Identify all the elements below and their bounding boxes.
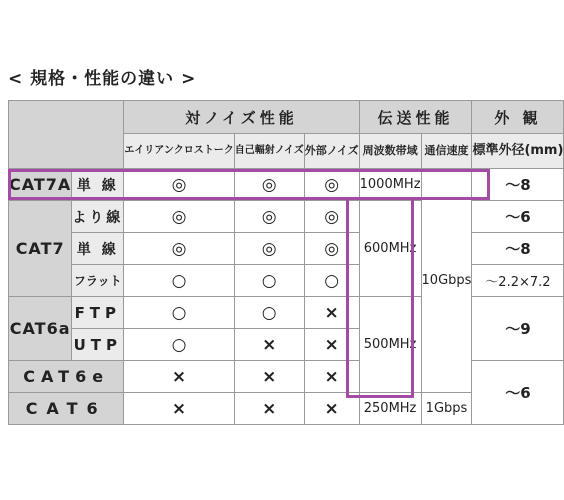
cat-label-cat6a: CAT6a <box>9 297 72 361</box>
rating-cell: ○ <box>234 297 304 329</box>
rating-cell: × <box>234 393 304 425</box>
rating-cell: ○ <box>234 265 304 297</box>
group-noise-header: 対ノイズ性能 <box>124 101 359 134</box>
diameter-cell: ～8 <box>472 169 564 201</box>
cat-label-cat7a: CAT7A <box>9 169 72 201</box>
diameter-cell: ～9 <box>472 297 564 361</box>
rating-cell: ◎ <box>124 201 234 233</box>
frequency-cell: 500MHz <box>359 297 421 393</box>
rating-cell: × <box>304 329 359 361</box>
spec-comparison-table <box>8 100 564 425</box>
col-external-noise: 外部ノイズ <box>304 134 359 169</box>
rating-cell: × <box>234 329 304 361</box>
frequency-cell: 1000MHz <box>359 169 421 201</box>
rating-cell: ◎ <box>304 233 359 265</box>
rating-cell: ○ <box>304 265 359 297</box>
col-self-radiation: 自己輻射ノイズ <box>234 134 304 169</box>
cat-label-cat6: CAT6 <box>9 393 124 425</box>
rating-cell: ◎ <box>304 201 359 233</box>
rating-cell: × <box>304 361 359 393</box>
frequency-cell: 600MHz <box>359 201 421 297</box>
header-corner <box>9 101 124 169</box>
col-outer-diameter: 標準外径(mm) <box>472 134 564 169</box>
rating-cell: × <box>234 361 304 393</box>
rating-cell: × <box>124 393 234 425</box>
cat-label-cat7: CAT7 <box>9 201 72 297</box>
rating-cell: ◎ <box>234 233 304 265</box>
col-speed: 通信速度 <box>421 134 472 169</box>
rating-cell: ◎ <box>234 201 304 233</box>
variant-cell: より線 <box>72 201 124 233</box>
cat-label-cat6e: CAT6e <box>9 361 124 393</box>
speed-cell-10gbps: 10Gbps <box>421 169 472 393</box>
rating-cell: × <box>304 393 359 425</box>
diameter-cell: ～6 <box>472 361 564 425</box>
rating-cell: ◎ <box>124 233 234 265</box>
frequency-cell: 250MHz <box>359 393 421 425</box>
rating-cell: ◎ <box>304 169 359 201</box>
rating-cell: ◎ <box>124 169 234 201</box>
speed-cell-1gbps: 1Gbps <box>421 393 472 425</box>
col-frequency: 周波数帯域 <box>359 134 421 169</box>
rating-cell: ○ <box>124 297 234 329</box>
variant-cell: フラット <box>72 265 124 297</box>
section-heading: < 規格・性能の違い > <box>8 69 197 89</box>
rating-cell: ○ <box>124 265 234 297</box>
variant-cell: UTP <box>72 329 124 361</box>
variant-cell: FTP <box>72 297 124 329</box>
variant-cell: 単 線 <box>72 233 124 265</box>
diameter-cell: ～2.2×7.2 <box>472 265 564 297</box>
group-transmission-header: 伝送性能 <box>359 101 472 134</box>
rating-cell: × <box>124 361 234 393</box>
rating-cell: ◎ <box>234 169 304 201</box>
variant-cell: 単 線 <box>72 169 124 201</box>
diameter-cell: ～8 <box>472 233 564 265</box>
col-alien-crosstalk: エイリアンクロストーク <box>124 134 234 169</box>
rating-cell: × <box>304 297 359 329</box>
group-appearance-header: 外 観 <box>472 101 564 134</box>
diameter-cell: ～6 <box>472 201 564 233</box>
rating-cell: ○ <box>124 329 234 361</box>
